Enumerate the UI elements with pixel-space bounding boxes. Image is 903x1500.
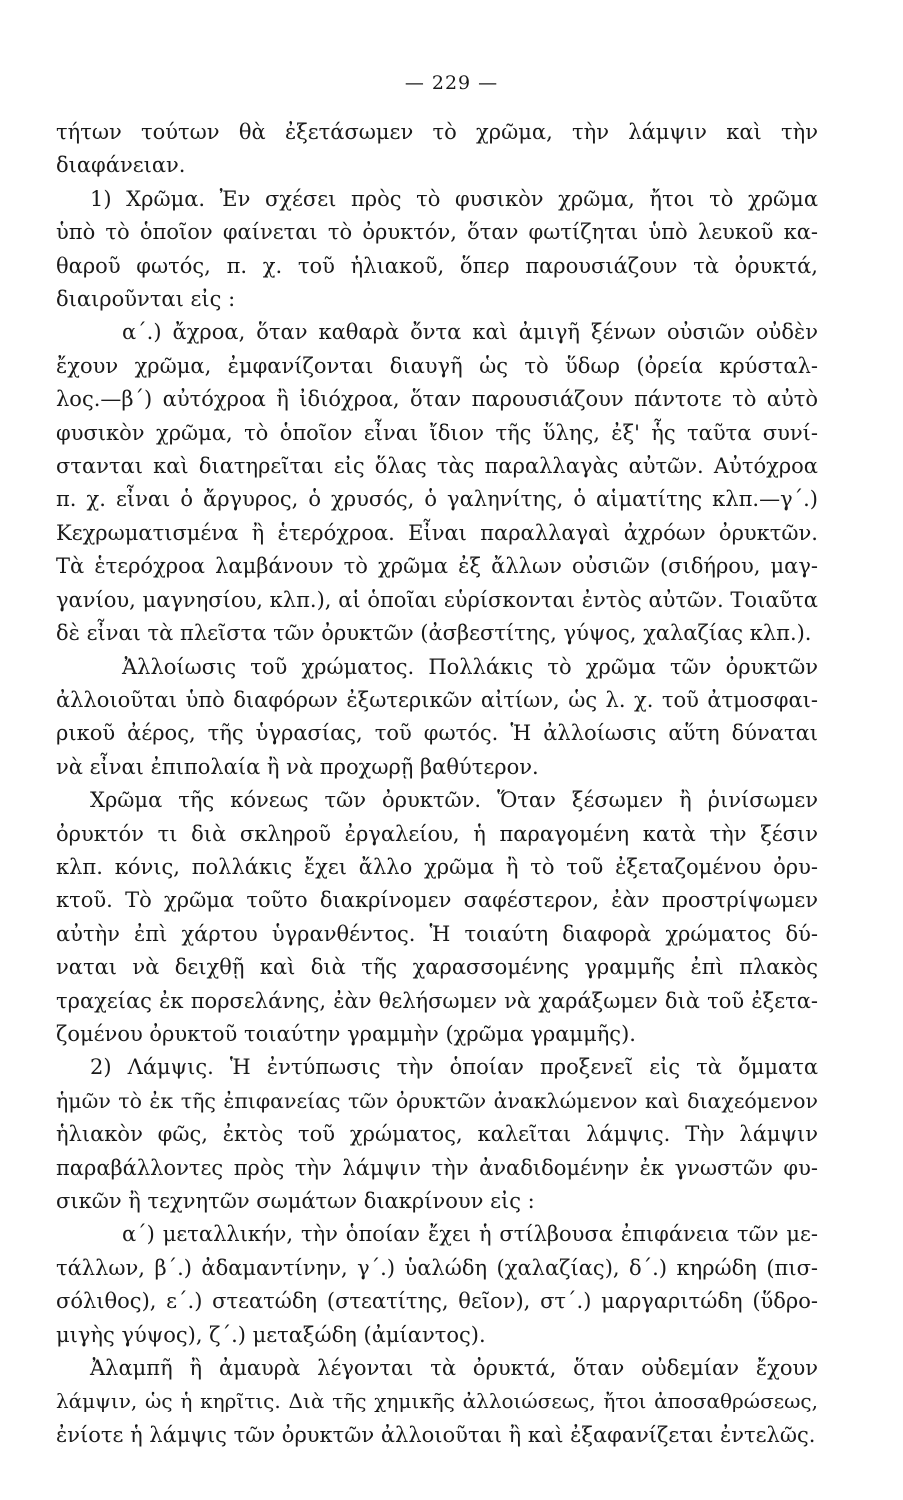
text-line: φυσικὸν χρῶμα, τὸ ὁποῖον εἶναι ἴδιον τῆς ὕλης, ἐξ' ἧς ταῦτα συνί- (56, 420, 818, 445)
text-line: παραβάλλοντες πρὸς τὴν λάμψιν τὴν ἀναδιδομένην ἐκ γνωστῶν φυ- (56, 1155, 818, 1180)
text-line: μιγὴς γύψος), ζ΄.) μεταξώδη (ἀμίαντος). (56, 1322, 486, 1347)
text-line: τήτων τούτων θὰ ἐξετάσωμεν τὸ χρῶμα, τὴν λάμψιν καὶ τὴν (56, 120, 818, 144)
text-line: ἀλλοιοῦται ὑπὸ διαφόρων ἐξωτερικῶν αἰτίων, ὡς λ. χ. τοῦ ἀτμοσφαι- (56, 687, 818, 712)
text-line: ζομένου ὀρυκτοῦ τοιαύτην γραμμὴν (χρῶμα γραμμῆς). (56, 1021, 636, 1046)
text-line: κτοῦ. Τὸ χρῶμα τοῦτο διακρίνομεν σαφέστερον, ἐὰν προστρίψωμεν (56, 888, 818, 913)
text-line: σόλιθος), ε΄.) στεατώδη (στεατίτης, θεῖον), στ΄.) μαργαριτώδη (ὕδρο- (56, 1289, 818, 1314)
paragraph-achroa (56, 316, 818, 650)
text-line: Τὰ ἑτερόχροα λαμβάνουν τὸ χρῶμα ἐξ ἄλλων οὐσιῶν (σιδήρου, μαγ- (56, 554, 818, 579)
text-line: α΄) μεταλλικήν, τὴν ὁποίαν ἔχει ἡ στίλβουσα ἐπιφάνεια τῶν με- (122, 1222, 818, 1247)
text-line: τάλλων, β΄.) ἀδαμαντίνην, γ΄.) ὑαλώδη (χαλαζίας), δ΄.) κηρώδη (πισ- (56, 1255, 818, 1280)
paragraph-color (56, 183, 818, 317)
text-line: αὐτὴν ἐπὶ χάρτου ὑγρανθέντος. Ἡ τοιαύτη διαφορὰ χρώματος δύ- (56, 921, 818, 946)
text-line: ὑπὸ τὸ ὁποῖον φαίνεται τὸ ὀρυκτόν, ὅταν φωτίζηται ὑπὸ λευκοῦ κα- (56, 220, 818, 245)
text-line: σικῶν ἢ τεχνητῶν σωμάτων διακρίνουν εἰς : (56, 1189, 535, 1213)
body-text (56, 116, 818, 1452)
text-line: ναται νὰ δειχθῇ καὶ διὰ τῆς χαρασσομένης γραμμῆς ἐπὶ πλακὸς (56, 955, 818, 980)
text-line: π. χ. εἶναι ὁ ἄργυρος, ὁ χρυσός, ὁ γαληνίτης, ὁ αἱματίτης κλπ.—γ΄.) (56, 487, 818, 512)
page-number: — 229 — (404, 72, 499, 94)
paragraph-luster (56, 1051, 818, 1218)
text-line: τραχείας ἐκ πορσελάνης, ἐὰν θελήσωμεν νὰ χαράξωμεν διὰ τοῦ ἐξετα- (56, 988, 818, 1013)
text-line: διαφάνειαν. (56, 153, 186, 178)
paragraph-streak (56, 784, 818, 1051)
text-line: θαροῦ φωτός, π. χ. τοῦ ἡλιακοῦ, ὅπερ παρουσιάζουν τὰ ὀρυκτά, (56, 253, 818, 278)
text-line: Χρῶμα τῆς κόνεως τῶν ὀρυκτῶν. Ὅταν ξέσωμεν ἢ ῥινίσωμεν (90, 788, 818, 813)
text-line: κλπ. κόνις, πολλάκις ἔχει ἄλλο χρῶμα ἢ τὸ τοῦ ἐξεταζομένου ὀρυ- (56, 854, 818, 879)
paragraph-alteration (56, 651, 818, 785)
text-line: ἡμῶν τὸ ἐκ τῆς ἐπιφανείας τῶν ὀρυκτῶν ἀνακλώμενον καὶ διαχεόμενον (56, 1088, 818, 1113)
text-line: Κεχρωματισμένα ἢ ἑτερόχροα. Εἶναι παραλλαγαὶ ἀχρόων ὀρυκτῶν. (56, 520, 818, 545)
text-line: ἡλιακὸν φῶς, ἐκτὸς τοῦ χρώματος, καλεῖται λάμψις. Τὴν λάμψιν (56, 1122, 818, 1147)
text-line: 2) Λάμψις. Ἡ ἐντύπωσις τὴν ὁποίαν προξενεῖ εἰς τὰ ὄμματα (90, 1055, 818, 1080)
text-line: δὲ εἶναι τὰ πλεῖστα τῶν ὀρυκτῶν (ἀσβεστίτης, γύψος, χαλαζίας κλπ.). (56, 621, 812, 646)
text-line: Ἀλαμπῆ ἢ ἀμαυρὰ λέγονται τὰ ὀρυκτά, ὅταν οὐδεμίαν ἔχουν (90, 1356, 818, 1381)
text-line: γανίου, μαγνησίου, κλπ.), αἱ ὁποῖαι εὑρίσκονται ἐντὸς αὐτῶν. Τοιαῦτα (56, 587, 818, 612)
text-line: 1) Χρῶμα. Ἐν σχέσει πρὸς τὸ φυσικὸν χρῶμα, ἤτοι τὸ χρῶμα (90, 186, 818, 211)
text-line: λάμψιν, ὡς ἡ κηρῖτις. Διὰ τῆς χημικῆς ἀλλοιώσεως, ἤτοι ἀποσαθρώσεως, (56, 1389, 818, 1414)
paragraph-luster-types (56, 1218, 818, 1352)
text-line: ὀρυκτόν τι διὰ σκληροῦ ἐργαλείου, ἡ παραγομένη κατὰ τὴν ξέσιν (56, 821, 818, 846)
text-line: α΄.) ἄχροα, ὅταν καθαρὰ ὄντα καὶ ἀμιγῆ ξένων οὐσιῶν οὐδὲν (122, 320, 818, 345)
text-line: ἔχουν χρῶμα, ἐμφανίζονται διαυγῆ ὡς τὸ ὕδωρ (ὀρεία κρύσταλ- (56, 353, 818, 378)
paragraph-dull (56, 1352, 818, 1452)
paragraph (56, 116, 818, 183)
text-line: νὰ εἶναι ἐπιπολαία ἢ νὰ προχωρῇ βαθύτερον. (56, 754, 539, 779)
text-line: διαιροῦνται εἰς : (56, 287, 236, 312)
text-line: Ἀλλοίωσις τοῦ χρώματος. Πολλάκις τὸ χρῶμα τῶν ὀρυκτῶν (122, 654, 818, 679)
text-line: στανται καὶ διατηρεῖται εἰς ὅλας τὰς παραλλαγὰς αὐτῶν. Αὐτόχροα (56, 454, 818, 479)
text-line: λος.—β΄) αὐτόχροα ἢ ἰδιόχροα, ὅταν παρουσιάζουν πάντοτε τὸ αὐτὸ (56, 387, 818, 412)
text-line: ἐνίοτε ἡ λάμψις τῶν ὀρυκτῶν ἀλλοιοῦται ἢ καὶ ἐξαφανίζεται ἐντελῶς. (56, 1422, 816, 1447)
text-line: ρικοῦ ἀέρος, τῆς ὑγρασίας, τοῦ φωτός. Ἡ ἀλλοίωσις αὕτη δύναται (56, 721, 818, 746)
